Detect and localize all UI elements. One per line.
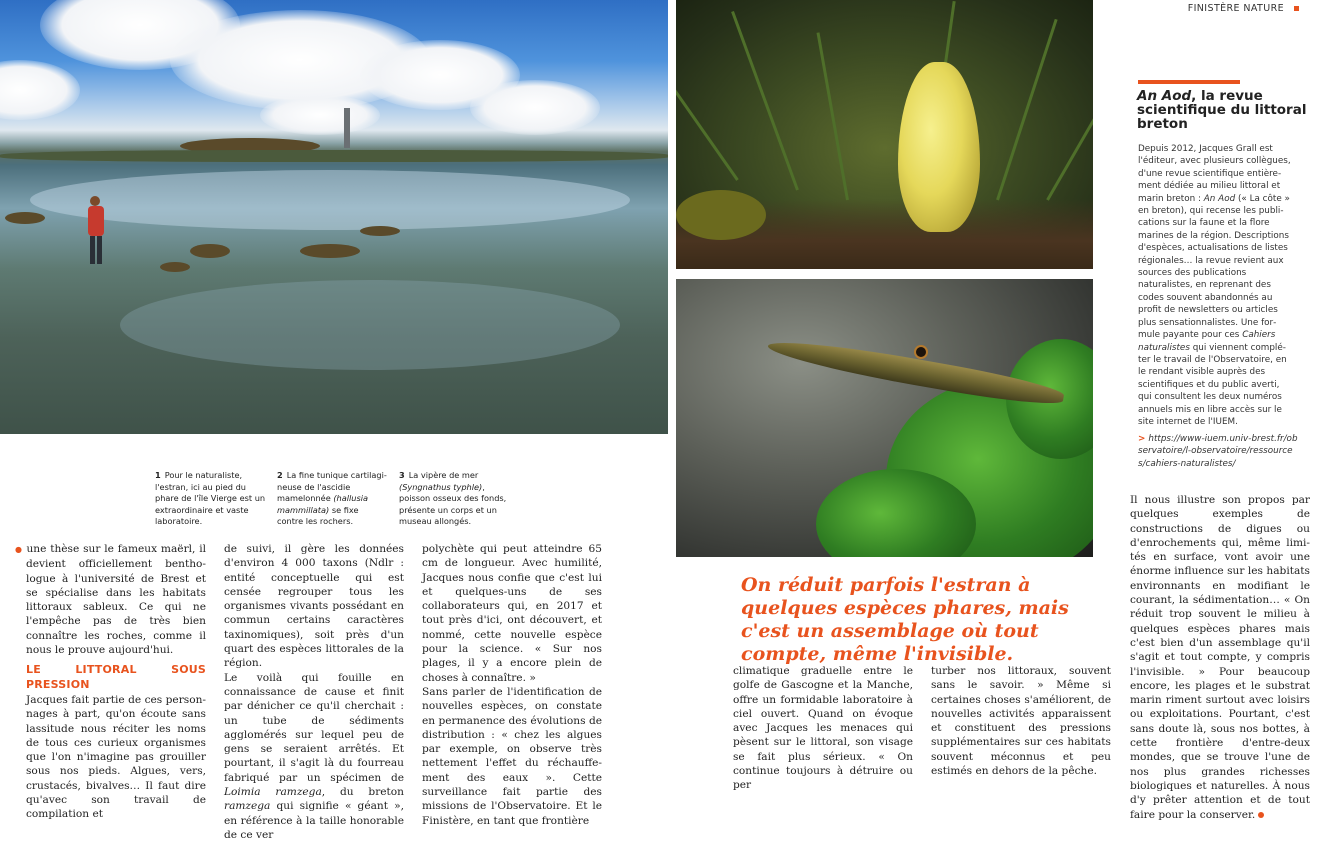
caption-3: 3 La vipère de mer (Syngnathus typhle), poisson osseux des fonds, présente un corps et un museau allongés. [399, 470, 507, 526]
lighthouse [344, 108, 350, 148]
sidebar-link[interactable]: > https://www-iuem.univ-brest.fr/observatoire/l-observatoire/ressources/cahiers-naturalistes/ [1138, 434, 1298, 469]
photo-shoreline-lighthouse [0, 0, 668, 434]
photo-pipefish [676, 279, 1093, 557]
section-label: FINISTÈRE NATURE [1187, 3, 1284, 14]
pipefish-eye [914, 345, 928, 359]
arrow-right-icon: > [1138, 434, 1146, 444]
section-heading: LE LITTORAL SOUS PRESSION [26, 663, 206, 691]
body-column-4: climatique graduelle entre le golfe de Gascogne et la Manche, offre un formidable laboratoire à ciel ouvert. Quand on évoque avec Jacques les menaces qui pèsent sur le littoral, son visage se fait plus sérieux. « On continue toujours à détruire ou per [733, 665, 913, 792]
sidebar-title: An Aod, la revue scientifique du littoral breton [1137, 88, 1307, 132]
body-column-3: polychète qui peut atteindre 65 cm de longueur. Avec humilité, Jacques nous confie que c'est lui et quelques-uns de ses collaborateurs qui, en 2017 et tout près d'ici, ont découvert, et nommé, cette nouvelle espèce pour la science. « Sur nos plages, il y a encore plein de choses à connaître. » Sans parler de l'identification de nouvelles espèces, on constate en permanence des évolutions de distribution : « chez les algues par exemple, on observe très nettement l'effet du réchauffement des eaux ». Cette surveillance fait partie des missions de l'Observatoire. Et le Finistère, en tant que frontière [422, 543, 602, 827]
pull-quote: On réduit parfois l'estran à quelques espèces phares, mais c'est un assemblage où tout compte, même l'invisible. [741, 574, 1069, 665]
photo-ascidian [676, 0, 1093, 269]
sidebar-accent-bar [1138, 80, 1240, 84]
end-mark-icon [1258, 812, 1264, 818]
body-column-2: de suivi, il gère les données d'environ 4 000 taxons (Ndlr : entité conceptuelle qui est censée regrouper tous les organismes vivants possédant en commun certains caractères taxinomiques), soit près d'un quart des espèces littorales de la région. Le voilà qui fouille en connaissance de cause et finit par dénicher ce qu'il cherchait : un tube de sédiments agglomérés sur lequel peu de gens se seraient arrêtés. Et pourtant, il s'agit là du fourreau fabriqué par un spécimen de Loimia ramzega, du breton ramzega qui signifie « géant », en référence à la taille honorable de ce ver [224, 543, 404, 841]
caption-2: 2 La fine tunique cartilagineuse de l'ascidie mamelonnée (hallusia mammillata) se fixe contre les rochers. [277, 470, 387, 526]
bullet-icon: ● [15, 545, 23, 554]
body-column-1: ● une thèse sur le fameux maërl, il devient officiellement benthologue à l'université de Brest et se spécialise dans les habitats littoraux sableux. Ce qui ne l'empêche pas de très bien connaître les roches, comme il nous le prouve aujourd'hui. LE LITTORAL SOUS PRESSION Jacques fait partie de ces personnages à part, qu'on écoute sans lassitude nous réciter les noms de tous ces curieux organismes que l'on n'imagine pas grouiller sous nos pieds. Algues, vers, crustacés, bivalves… Il faut dire qu'avec son travail de compilation et [15, 543, 206, 821]
naturalist-figure [86, 196, 106, 266]
caption-1: 1 Pour le naturaliste, l'estran, ici au pied du phare de l'île Vierge est un extraordinaire et vaste laboratoire. [155, 470, 266, 526]
ascidian-tunic [898, 62, 980, 232]
body-column-5: turber nos littoraux, souvent sans le savoir. » Même si certaines choses s'améliorent, de nouvelles activités apparaissent et constituent des pressions supplémentaires sur ces habitats souvent méconnus et peu estimés en dehors de la pêche. [931, 665, 1111, 778]
section-header [1188, 3, 1299, 14]
body-column-6: Il nous illustre son propos par quelques exemples de constructions de digues ou d'enrochements qui, même limités en surface, vont avoir une énorme influence sur les habitats environnants en modifiant le courant, la sédimentation… « On réduit trop souvent le milieu à quelques espèces phares mais c'est bien d'un assemblage qu'il s'agit et tout compte, y compris l'invisible. » Pour beaucoup encore, les plages et le substrat marin riment surtout avec loisirs ou exploitations. Pourtant, c'est sans doute là, sous nos bottes, à cette frontière d'entre-deux mondes, que se trouve l'une de nos plus grandes richesses biologiques et naturelles. À nous d'y prêter attention et de tout faire pour la conserver. [1130, 494, 1310, 821]
sidebar-body: Depuis 2012, Jacques Grall est l'éditeur, avec plusieurs collègues, d'une revue scientifique entièrement dédiée au milieu littoral et marin breton : An Aod (« La côte » en breton), qui recense les publications sur la faune et la flore marines de la région. Descriptions d'espèces, actualisations de listes régionales… la revue revient aux sources des publications naturalistes, en reprenant des codes souvent abandonnés au profit de newsletters ou articles plus sensationnalistes. Une formule payante pour ces Cahiers naturalistes qui viennent compléter le travail de l'Observatoire, en le rendant visible auprès des scientifiques et du public averti, qui consultent les deux numéros annuels mis en libre accès sur le site internet de l'IUEM. [1138, 144, 1291, 427]
header-square-icon [1294, 6, 1299, 11]
